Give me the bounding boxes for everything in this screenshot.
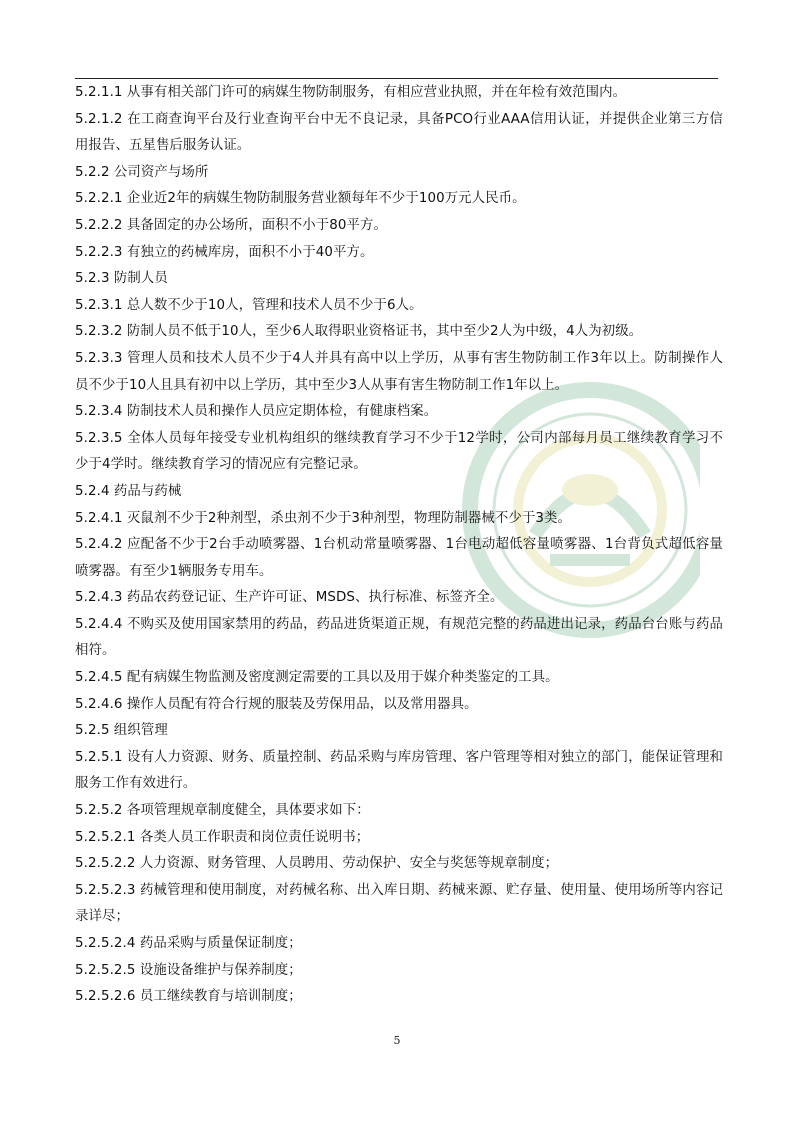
clause-5-2-1-2: 5.2.1.2 在工商查询平台及行业查询平台中无不良记录，具备PCO行业AAA信用认证，并提供企业第三方信用报告、五星售后服务认证。 [75,111,723,154]
clause-5-2-5-2: 5.2.5.2 各项管理规章制度健全，具体要求如下： [75,803,370,819]
page-number: 5 [393,1034,401,1047]
header-rule [75,78,718,79]
clause-5-2-3-1: 5.2.3.1 总人数不少于10人，管理和技术人员不少于6人。 [75,297,423,313]
clause-5-2-3-5: 5.2.3.5 全体人员每年接受专业机构组织的继续教育学习不少于12学时，公司内部每月员工继续教育学习不少于4学时。继续教育学习的情况应有完整记录。 [75,430,723,473]
section-5-2-4-heading: 5.2.4 药品与药械 [75,483,182,499]
clause-5-2-5-2-4: 5.2.5.2.4 药品采购与质量保证制度； [75,936,302,951]
clause-5-2-3-4: 5.2.3.4 防制技术人员和操作人员应定期体检，有健康档案。 [75,404,438,420]
clause-5-2-4-2: 5.2.4.2 应配备不少于2台手动喷雾器、1台机动常量喷雾器、1台电动超低容量喷雾器、1台背负式超低容量喷雾器。有至少1辆服务专用车。 [75,537,723,579]
clause-5-2-2-3: 5.2.2.3 有独立的药械库房，面积不小于40平方。 [75,244,374,260]
clause-5-2-5-2-3: 5.2.5.2.3 药械管理和使用制度，对药械名称、出入库日期、药械来源、贮存量、使用量、使用场所等内容记录详尽； [75,882,723,925]
document-body [75,80,723,1011]
clause-5-2-4-5: 5.2.4.5 配有病媒生物监测及密度测定需要的工具以及用于媒介种类鉴定的工具。 [75,670,559,686]
clause-5-2-5-1: 5.2.5.1 设有人力资源、财务、质量控制、药品采购与库房管理、客户管理等相对独立的部门，能保证管理和服务工作有效进行。 [75,749,723,792]
clause-5-2-2-1: 5.2.2.1 企业近2年的病媒生物防制服务营业额每年不少于100万元人民币。 [75,191,526,207]
clause-5-2-4-6: 5.2.4.6 操作人员配有符合行规的服装及劳保用品，以及常用器具。 [75,696,478,712]
clause-5-2-4-1: 5.2.4.1 灭鼠剂不少于2种剂型，杀虫剂不少于3种剂型，物理防制器械不少于3类。 [75,510,571,526]
clause-5-2-1-1: 5.2.1.1 从事有相关部门许可的病媒生物防制服务，有相应营业执照，并在年检有效范围内。 [75,85,627,100]
clause-5-2-5-2-6: 5.2.5.2.6 员工继续教育与培训制度； [75,989,302,1005]
clause-5-2-4-4: 5.2.4.4 不购买及使用国家禁用的药品，药品进货渠道正规，有规范完整的药品进出记录，药品台台账与药品相符。 [75,616,723,659]
section-5-2-3-heading: 5.2.3 防制人员 [75,271,168,287]
clause-5-2-4-3: 5.2.4.3 药品农药登记证、生产许可证、MSDS、执行标准、标签齐全。 [75,590,504,606]
clause-5-2-3-3: 5.2.3.3 管理人员和技术人员不少于4人并具有高中以上学历，从事有害生物防制工作3年以上。防制操作人员不少于10人且具有初中以上学历，其中至少3人从事有害生物防制工作1年以上。 [75,350,723,393]
clause-5-2-3-2: 5.2.3.2 防制人员不低于10人，至少6人取得职业资格证书，其中至少2人为中级，4人为初级。 [75,324,643,340]
section-5-2-2-heading: 5.2.2 公司资产与场所 [75,164,209,180]
clause-5-2-2-2: 5.2.2.2 具备固定的办公场所，面积不小于80平方。 [75,217,387,233]
clause-5-2-5-2-5: 5.2.5.2.5 设施设备维护与保养制度； [75,962,302,978]
section-5-2-5-heading: 5.2.5 组织管理 [75,723,168,739]
clause-5-2-5-2-1: 5.2.5.2.1 各类人员工作职责和岗位责任说明书； [75,829,370,845]
clause-5-2-5-2-2: 5.2.5.2.2 人力资源、财务管理、人员聘用、劳动保护、安全与奖惩等规章制度； [75,856,559,872]
